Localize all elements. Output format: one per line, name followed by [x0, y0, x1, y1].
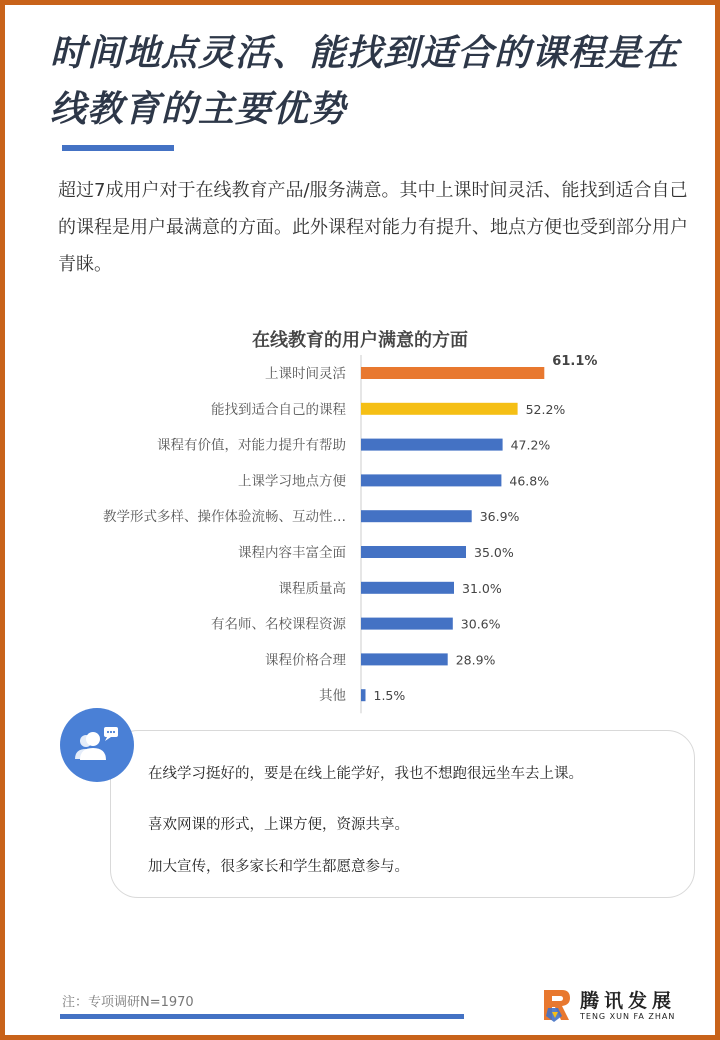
- footnote: 注：专项调研N=1970: [62, 995, 194, 1010]
- category-label: 课程内容丰富全面: [238, 545, 346, 561]
- user-quote: 在线学习挺好的，要是在线上能学好，我也不想跑很远坐车去上课。: [148, 766, 583, 782]
- footer-bar: [60, 1014, 464, 1019]
- bar-chart: [0, 350, 720, 720]
- bar: [361, 367, 544, 379]
- category-label: 课程价格合理: [265, 652, 346, 669]
- value-label: 30.6%: [460, 616, 501, 632]
- category-label: 课程有价值，对能力提升有帮助: [157, 437, 346, 454]
- bar: [361, 582, 454, 594]
- bar: [361, 689, 366, 701]
- value-label: 52.2%: [525, 401, 566, 417]
- category-label: 上课学习地点方便: [238, 473, 346, 490]
- bar: [361, 474, 501, 486]
- bar: [361, 510, 472, 522]
- category-label: 其他: [319, 688, 346, 705]
- bar: [361, 439, 503, 451]
- value-label: 31.0%: [462, 580, 502, 596]
- category-label: 上课时间灵活: [265, 366, 346, 382]
- brand-subtitle: TENG XUN FA ZHAN: [580, 1012, 676, 1021]
- value-label: 1.5%: [373, 688, 406, 704]
- user-quote: 加大宣传，很多家长和学生都愿意参与。: [148, 859, 409, 875]
- bar: [361, 653, 448, 665]
- avatar: [60, 708, 134, 782]
- bar: [361, 546, 466, 558]
- category-label: 有名师、名校课程资源: [211, 616, 346, 633]
- bar: [361, 618, 453, 630]
- bar: [361, 403, 518, 415]
- category-label: 能找到适合自己的课程: [211, 401, 346, 418]
- value-label: 46.8%: [509, 473, 550, 489]
- category-label: 课程质量高: [278, 580, 346, 597]
- value-label: 28.9%: [455, 652, 496, 668]
- category-label: 教学形式多样、操作体验流畅、互动性…: [103, 509, 346, 526]
- value-label: 47.2%: [510, 437, 551, 453]
- value-label: 35.0%: [474, 545, 514, 560]
- brand-name: 腾讯发展: [580, 990, 677, 1012]
- brand-logo: [538, 986, 698, 1026]
- brand-logo-icon: [538, 986, 574, 1026]
- user-quote: 喜欢网课的形式，上课方便，资源共享。: [148, 817, 409, 833]
- intro-paragraph: 超过7成用户对于在线教育产品/服务满意。其中上课时间灵活、能找到适合自己的课程是用户最满意的方面。此外课程对能力有提升、地点方便也受到部分用户青睐。: [58, 180, 688, 275]
- value-label: 36.9%: [479, 509, 520, 525]
- value-label: 61.1%: [552, 354, 598, 369]
- title-underline: [62, 145, 174, 151]
- users-chat-icon: [60, 708, 134, 782]
- chart-title: 在线教育的用户满意的方面: [252, 330, 468, 351]
- page-title: 时间地点灵活、能找到适合的课程是在线教育的主要优势: [50, 33, 680, 130]
